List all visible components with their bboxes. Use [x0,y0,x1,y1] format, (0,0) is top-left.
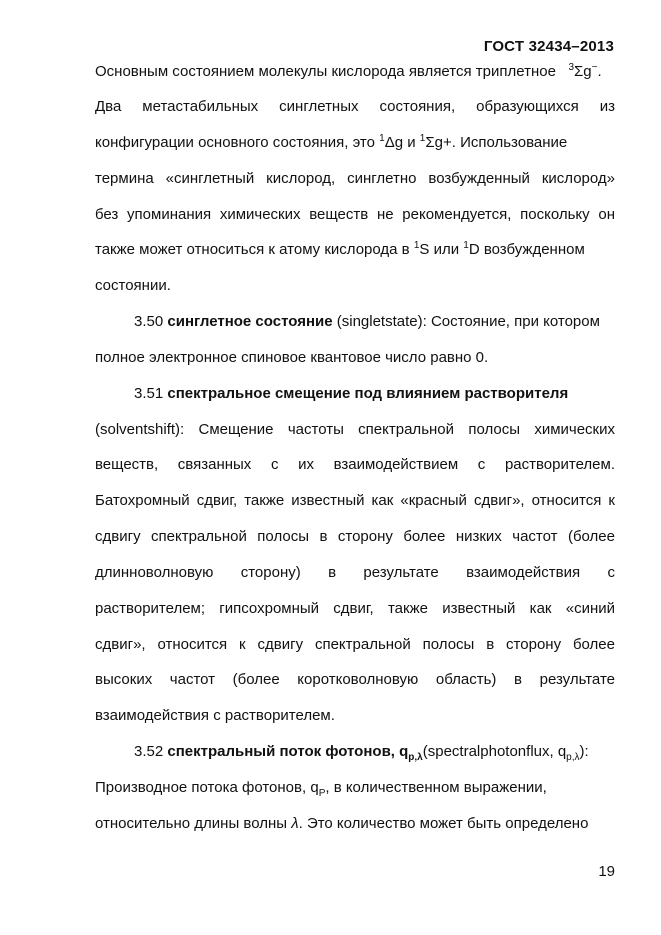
text-line-15: длинноволновую сторону) в результате взаимодействия с [95,564,615,581]
text-line-9: полное электронное спиновое квантовое число равно 0. [95,349,489,366]
text-line-12: веществ, связанных с их взаимодействием с растворителем. [95,456,615,473]
text-line-6: также может относиться к атому кислорода в $^1$S или $^1$D возбужденном [95,240,585,258]
definition-3-51: 3.51 спектральное смещение под влиянием растворителя [134,385,569,402]
text-line-5: без упоминания химических веществ не рекомендуется, поскольку он [95,206,615,223]
text-line-17: сдвиг», относится к сдвигу спектральной полосы в сторону более [95,636,615,653]
definition-3-50: 3.50 синглетное состояние (singletstate): Состояние, при котором [134,313,600,330]
text-line-14: сдвигу спектральной полосы в сторону более низких частот (более [95,528,615,545]
text-line-19: взаимодействия с растворителем. [95,707,335,724]
text-line-13: Батохромный сдвиг, также известный как «красный сдвиг», относится к [95,492,615,509]
text-line-21: Производное потока фотонов, $q_P$, в количественном выражении, [95,779,547,799]
text-line-11: (solventshift): Смещение частоты спектральной полосы химических [95,421,615,438]
page-number: 19 [598,863,615,880]
text-line-4: термина «синглетный кислород, синглетно возбужденный кислород» [95,170,615,187]
text-line-7: состоянии. [95,277,171,294]
standard-header: ГОСТ 32434–2013 [483,38,614,55]
text-line-22: относительно длины волны λ. Это количество может быть определено [95,815,589,832]
text-line-1: Основным состоянием молекулы кислорода является триплетное $^3$Σg−. [95,62,602,80]
text-line-2: Два метастабильных синглетных состояния, образующихся из [95,98,615,115]
definition-3-52: 3.52 спектральный поток фотонов, $q_{p,\lambda}(spectralphotonflux$, $q_{p,\lambda}$): [134,743,589,763]
text-line-18: высоких частот (более коротковолновую область) в результате [95,671,615,688]
text-line-16: растворителем; гипсохромный сдвиг, также известный как «синий [95,600,615,617]
text-line-3: конфигурации основного состояния, это $^1$Δg и $^1$Σg+. Использование [95,133,568,151]
